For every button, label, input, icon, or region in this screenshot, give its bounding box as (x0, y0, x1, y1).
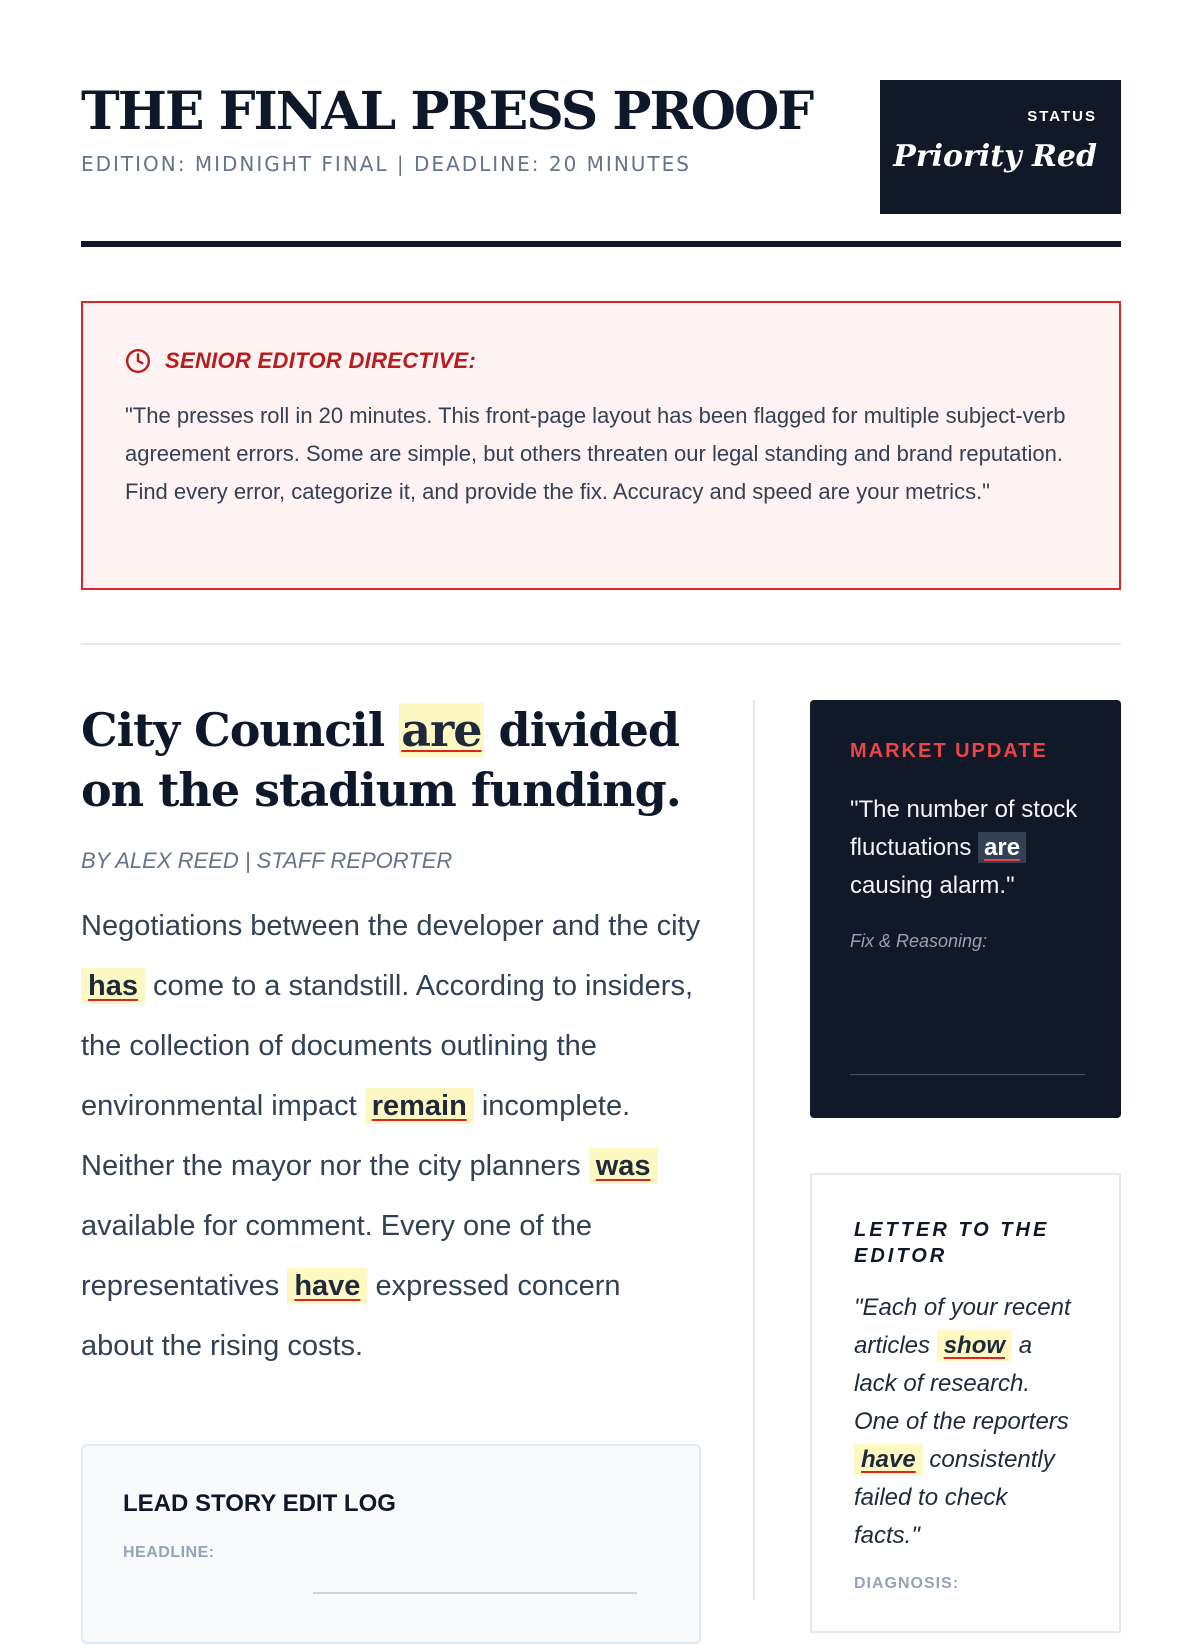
masthead-rule (81, 241, 1121, 247)
story-headline (81, 700, 701, 820)
error-word[interactable]: has (81, 968, 145, 1004)
status-label: STATUS (1027, 108, 1097, 125)
fix-reasoning-label: Fix & Reasoning: (850, 931, 988, 951)
status-panel (880, 80, 1121, 214)
error-word[interactable]: are (978, 832, 1026, 863)
section-divider (81, 643, 1121, 645)
body-text: available for comment. Every one of the representatives (81, 1210, 592, 1302)
error-word[interactable]: are (401, 703, 482, 757)
quote-text: "The number of stock fluctuations (850, 796, 1078, 861)
letter-quote (854, 1289, 1079, 1555)
market-update-card (810, 700, 1121, 1118)
body-text: come to a standstill. According to insiders, the collection of documents outlining the environmental impact (81, 970, 694, 1122)
story-body (81, 896, 701, 1376)
headline-text: City Council (81, 703, 400, 757)
editor-directive (81, 301, 1121, 590)
publication-title: THE FINAL PRESS PROOF (81, 81, 813, 142)
quote-text: consistently failed to check facts." (854, 1446, 1055, 1549)
headline-fix-input[interactable] (313, 1570, 637, 1594)
masthead (81, 80, 1121, 245)
directive-title: SENIOR EDITOR DIRECTIVE: (165, 348, 477, 373)
headline-text: divided on the stadium funding. (81, 703, 681, 817)
error-word[interactable]: have (854, 1444, 923, 1475)
letter-label: LETTER TO THE EDITOR (854, 1219, 1050, 1267)
clock-icon (125, 348, 151, 374)
directive-text: "The presses roll in 20 minutes. This front-page layout has been flagged for multiple subject-verb agreement errors. Some are simple, but others threaten our legal standing and brand reputation. Find every error, categorize it, and provide the fix. Accuracy and speed are your metrics." (125, 403, 1066, 504)
lead-story (81, 700, 701, 1376)
quote-text: a lack of research. One of the reporters (854, 1332, 1069, 1435)
edit-log-row (123, 1544, 659, 1594)
body-text: Negotiations between the developer and the city (81, 910, 701, 942)
letter-to-editor-card (810, 1173, 1121, 1633)
body-text: expressed concern about the rising costs. (81, 1270, 621, 1362)
error-word[interactable]: remain (365, 1088, 474, 1124)
diagnosis-label: DIAGNOSIS: (854, 1575, 960, 1592)
headline-label: HEADLINE: (123, 1544, 215, 1561)
market-quote (850, 791, 1081, 905)
error-word[interactable]: show (937, 1330, 1012, 1361)
market-label: MARKET UPDATE (850, 740, 1048, 762)
edit-log-title: LEAD STORY EDIT LOG (123, 1490, 396, 1517)
body-text: incomplete. Neither the mayor nor the city planners (81, 1090, 631, 1182)
fix-reasoning-input[interactable] (850, 1000, 1085, 1075)
error-word[interactable]: was (589, 1148, 658, 1184)
directive-header (125, 347, 1077, 375)
byline: BY ALEX REED | STAFF REPORTER (81, 848, 453, 873)
quote-text: causing alarm." (850, 872, 1015, 899)
status-value: Priority Red (893, 139, 1097, 174)
edit-log-panel (81, 1444, 701, 1644)
edition-info: EDITION: MIDNIGHT FINAL | DEADLINE: 20 MINUTES (81, 152, 691, 176)
quote-text: "Each of your recent articles (854, 1294, 1071, 1359)
column-divider (753, 700, 755, 1600)
error-word[interactable]: have (287, 1268, 367, 1304)
